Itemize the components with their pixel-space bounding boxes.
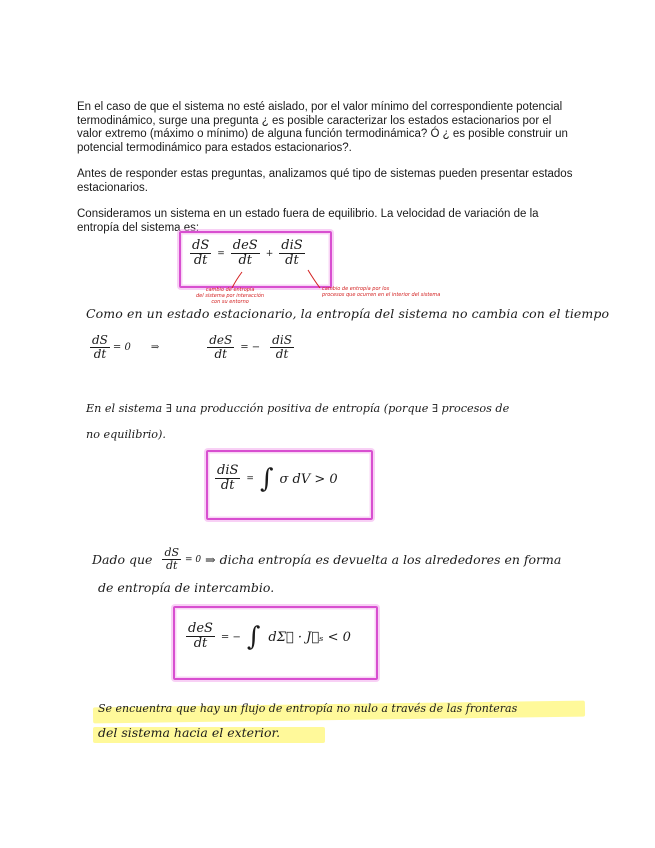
fraction-dis-dt — [215, 464, 240, 494]
fraction-numerator: diS — [217, 463, 239, 478]
fraction-ds-dt — [162, 547, 181, 573]
fraction-numerator: deS — [232, 238, 258, 253]
plus-sign: + — [265, 249, 274, 260]
fraction-denominator: dt — [275, 347, 289, 362]
equation-entropy-production — [215, 464, 338, 494]
paragraph-entropy-rate: Consideramos un sistema en un estado fuera de equilibrio. La velocidad de variación de la entropía del sistema es: — [77, 208, 539, 234]
fraction-denominator: dt — [238, 253, 253, 269]
handwritten-stationary-state: Como en un estado estacionario, la entropía del sistema no cambia con el tiempo — [86, 306, 610, 321]
equals-zero: = 0 — [185, 554, 202, 565]
handwritten-non-equilibrium: no equilibrio). — [86, 428, 166, 441]
text-returned: ⇒ dicha entropía es devuelta a los alrededores en forma — [205, 552, 562, 568]
equals-minus: = − — [240, 342, 261, 354]
integrand: dΣ⃗ · J⃗ₛ < 0 — [268, 629, 351, 645]
equation-entropy-balance — [190, 239, 305, 269]
handwritten-returned-entropy — [92, 547, 561, 573]
fraction-ds-dt — [90, 334, 110, 362]
handwritten-toward-exterior: del sistema hacia el exterior. — [98, 725, 281, 740]
fraction-denominator: dt — [285, 253, 299, 269]
implies-arrow: ⇒ — [150, 342, 160, 354]
annotation-internal-entropy: cambio de entropía por los procesos que ocurren en el interior del sistema — [322, 286, 441, 298]
equation-exchange-flux — [186, 622, 351, 652]
fraction-denominator: dt — [193, 253, 208, 269]
integrand: σ dV > 0 — [279, 471, 338, 487]
fraction-numerator: diS — [272, 333, 292, 347]
handwritten-exchange-entropy: de entropía de intercambio. — [98, 580, 275, 595]
integral-sign: ∫ — [259, 464, 274, 495]
fraction-des-dt — [207, 334, 234, 362]
equals-minus: = − — [220, 631, 241, 643]
handwritten-entropy-production: En el sistema ∃ una producción positiva de entropía (porque ∃ procesos de — [86, 402, 510, 415]
fraction-numerator: dS — [92, 333, 108, 347]
equation-stationary-condition — [90, 334, 294, 362]
text-dado-que: Dado que — [92, 552, 153, 568]
fraction-denominator: dt — [193, 636, 208, 652]
handwritten-flux-boundaries: Se encuentra que hay un flujo de entropía no nulo a través de las fronteras — [98, 702, 518, 715]
fraction-numerator: deS — [188, 621, 213, 636]
fraction-denominator: dt — [165, 559, 178, 573]
fraction-denominator: dt — [93, 347, 107, 362]
equals-zero: = 0 — [112, 342, 131, 354]
integral-sign: ∫ — [246, 622, 261, 653]
fraction-numerator: deS — [209, 333, 233, 347]
fraction-numerator: dS — [192, 238, 210, 253]
fraction-des-dt — [186, 622, 215, 652]
paragraph-intro: En el caso de que el sistema no esté aislado, por el valor mínimo del correspondiente potencial termodinámico, surge una pregunta ¿ es posible caracterizar los estados estacionarios por el valor extremo (máximo o mínimo) de alguna función termodinámica? Ó ¿ es posible construir un potencial termodinámico para estados estacionarios?. — [77, 101, 568, 154]
paragraph-before-answer: Antes de responder estas preguntas, analizamos qué tipo de sistemas pueden presentar estados estacionarios. — [77, 168, 573, 194]
fraction-denominator: dt — [214, 347, 227, 362]
fraction-numerator: dS — [164, 546, 180, 559]
fraction-numerator: diS — [281, 238, 303, 253]
equals-sign: = — [217, 249, 225, 260]
fraction-dis-dt — [279, 239, 304, 269]
fraction-ds-dt — [190, 239, 211, 269]
annotation-exchange-entropy: cambio de entropía del sistema por interacción con su entorno — [196, 287, 265, 305]
fraction-denominator: dt — [220, 478, 235, 494]
equals-sign: = — [246, 474, 254, 485]
fraction-dis-dt — [270, 334, 294, 362]
fraction-des-dt — [231, 239, 260, 269]
